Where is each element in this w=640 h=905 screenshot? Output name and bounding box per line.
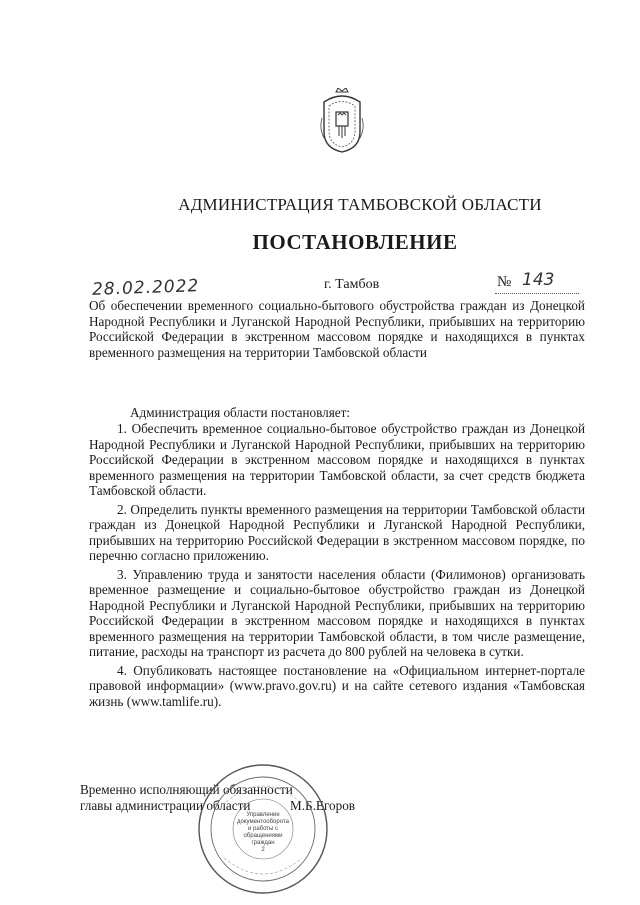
stamp-center-label: Управление документооборота и работы с обращениями граждан <box>237 812 289 846</box>
resolution-item: 3. Управлению труда и занятости населения области (Филимонов) организовать временное размещение и социально-бытовое обустройство граждан из Донецкой Народной Республики и Луганской Народной Республики, прибывших на территорию Российской Федерации в экстренном массовом порядке и находящихся в пунктах временного размещения на территории Тамбовской области, в том числе размещение, питание, расходы на транспорт из расчета до 800 рублей на человека в сутки. <box>89 566 585 659</box>
document-type-title: ПОСТАНОВЛЕНИЕ <box>252 230 458 254</box>
resolution-item: 1. Обеспечить временное социально-бытовое обустройство граждан из Донецкой Народной Республики и Луганской Народной Республики, прибывших на территорию Российской Федерации в экстренном массовом порядке и находящихся в пунктах временного размещения на территории Тамбовской области, за счет средств бюджета Тамбовской области. <box>89 421 585 498</box>
organization-title: АДМИНИСТРАЦИЯ ТАМБОВСКОЙ ОБЛАСТИ <box>178 195 542 214</box>
signatory-role-line: главы администрации области <box>80 797 251 813</box>
document-subject: Об обеспечении временного социально-бытового обустройства граждан из Донецкой Народной Республики и Луганской Народной Республики, прибывших на территорию Российской Федерации в экстренном массовом порядке и находящихся в пунктах временного размещения на территории Тамбовской области <box>89 298 585 360</box>
resolution-item: 2. Определить пункты временного размещения на территории Тамбовской области граждан из Донецкой Народной Республики и Луганской Народной Республики, прибывших на территорию Российской Федерации в экстренном массовом порядке, по перечню согласно приложению. <box>89 501 585 563</box>
document-date: 28.02.2022 <box>91 276 200 300</box>
coat-of-arms-emblem <box>318 88 366 154</box>
signatory-name: М.Б.Егоров <box>290 798 356 813</box>
number-underline <box>495 293 579 294</box>
document-number: 143 <box>522 270 555 290</box>
resolution-intro: Администрация области постановляет: <box>130 405 351 420</box>
signatory-role-line: Временно исполняющий обязанности <box>80 782 293 797</box>
stamp-center-text <box>236 812 290 854</box>
document-city: г. Тамбов <box>324 277 380 292</box>
resolution-item: 4. Опубликовать настоящее постановление на «Официальном интернет-портале правовой информации» (www.pravo.gov.ru) и на сайте сетевого издания «Тамбовская жизнь (www.tamlife.ru). <box>89 662 585 709</box>
document-number-label: № <box>497 274 512 290</box>
stamp-number: 2 <box>261 847 265 853</box>
resolution-items <box>89 421 585 712</box>
